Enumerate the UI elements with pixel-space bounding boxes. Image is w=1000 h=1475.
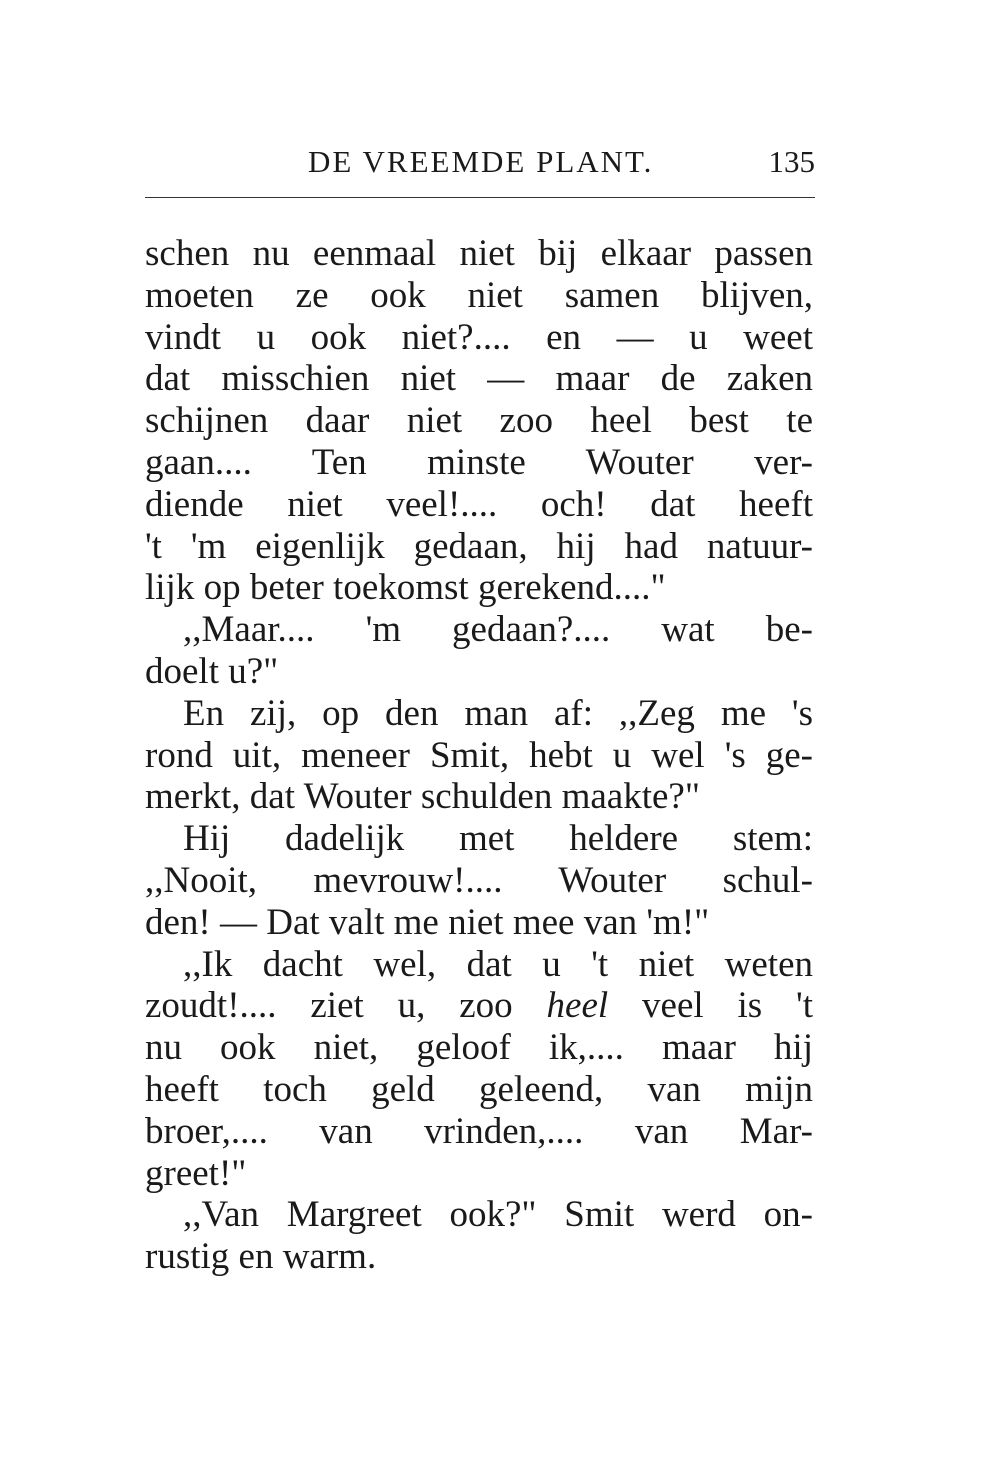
text-line: gaan.... Ten minste Wouter ver- <box>145 441 813 483</box>
text-line: lijk op beter toekomst gerekend...." <box>145 567 666 609</box>
text-line: greet!" <box>145 1152 247 1194</box>
text-line: schijnen daar niet zoo heel best te <box>145 400 813 442</box>
text-line: broer,.... van vrinden,.... van Mar- <box>145 1110 813 1152</box>
text-line-with-italic <box>145 985 813 1027</box>
text-line: nu ook niet, geloof ik,.... maar hij <box>145 1027 813 1069</box>
text-line: doelt u?" <box>145 650 279 692</box>
italic-word: heel <box>546 985 609 1027</box>
text-segment: veel is 't <box>608 985 813 1027</box>
text-line: Hij dadelijk met heldere stem: <box>183 818 813 860</box>
header-rule <box>145 197 815 198</box>
text-line: rond uit, meneer Smit, hebt u wel 's ge- <box>145 734 813 776</box>
text-line: ,,Ik dacht wel, dat u 't niet weten <box>183 943 813 985</box>
text-line: diende niet veel!.... och! dat heeft <box>145 483 813 525</box>
running-head <box>145 140 815 190</box>
text-line: ,,Maar.... 'm gedaan?.... wat be- <box>183 609 813 651</box>
text-line: vindt u ook niet?.... en — u weet <box>145 316 813 358</box>
running-head-title: DE VREEMDE PLANT. <box>308 144 654 179</box>
text-line: merkt, dat Wouter schulden maakte?" <box>145 776 700 818</box>
text-line: rustig en warm. <box>145 1236 377 1278</box>
text-line: den! — Dat valt me niet mee van 'm!" <box>145 901 710 943</box>
text-line: schen nu eenmaal niet bij elkaar passen <box>145 233 813 274</box>
page-number: 135 <box>768 144 815 179</box>
text-line: ,,Nooit, mevrouw!.... Wouter schul- <box>145 859 813 901</box>
text-line: En zij, op den man af: ,,Zeg me 's <box>183 692 813 734</box>
text-line: moeten ze ook niet samen blijven, <box>145 274 813 316</box>
text-line: dat misschien niet — maar de zaken <box>145 358 813 400</box>
text-line: ,,Van Margreet ook?" Smit werd on- <box>183 1194 813 1236</box>
body-text <box>145 233 813 1278</box>
text-line: 't 'm eigenlijk gedaan, hij had natuur- <box>145 525 813 567</box>
text-line: heeft toch geld geleend, van mijn <box>145 1068 813 1110</box>
text-segment: zoudt!.... ziet u, zoo <box>145 985 513 1027</box>
